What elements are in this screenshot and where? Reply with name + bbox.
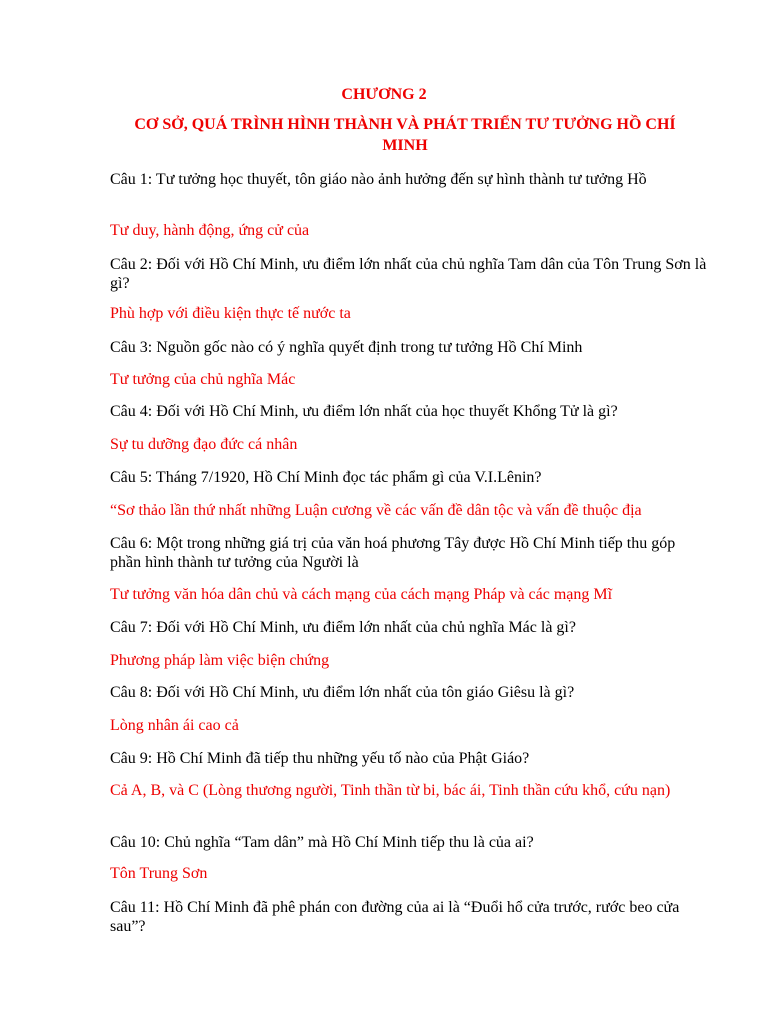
answer-10: Tôn Trung Sơn [110,865,208,882]
answer-4: Sự tu dưỡng đạo đức cá nhân [110,436,298,453]
question-11: Câu 11: Hồ Chí Minh đã phê phán con đường của ai là “Đuổi hổ cửa trước, rước beo cửa sau”? [110,899,680,935]
question-9: Câu 9: Hồ Chí Minh đã tiếp thu những yếu tố nào của Phật Giáo? [110,750,530,767]
question-1: Câu 1: Tư tưởng học thuyết, tôn giáo nào ảnh hưởng đến sự hình thành tư tưởng Hồ [110,171,647,188]
chapter-heading: CHƯƠNG 2 [341,86,427,103]
answer-2: Phù hợp với điều kiện thực tế nước ta [110,305,351,322]
question-10: Câu 10: Chủ nghĩa “Tam dân” mà Hồ Chí Minh tiếp thu là của ai? [110,834,534,851]
question-4: Câu 4: Đối với Hồ Chí Minh, ưu điểm lớn nhất của học thuyết Khổng Tử là gì? [110,403,618,420]
question-5: Câu 5: Tháng 7/1920, Hồ Chí Minh đọc tác phẩm gì của V.I.Lênin? [110,469,542,486]
answer-8: Lòng nhân ái cao cả [110,717,239,734]
answer-3: Tư tưởng của chủ nghĩa Mác [110,371,296,388]
question-3: Câu 3: Nguồn gốc nào có ý nghĩa quyết định trong tư tưởng Hồ Chí Minh [110,339,583,356]
answer-1: Tư duy, hành động, ứng cử của [110,222,310,239]
question-6: Câu 6: Một trong những giá trị của văn hoá phương Tây được Hồ Chí Minh tiếp thu góp phần hình thành tư tưởng của Người là [110,535,676,571]
answer-6: Tư tưởng văn hóa dân chủ và cách mạng của cách mạng Pháp và các mạng Mĩ [110,586,613,603]
answer-7: Phương pháp làm việc biện chứng [110,652,330,669]
chapter-title: CƠ SỞ, QUÁ TRÌNH HÌNH THÀNH VÀ PHÁT TRIỂN TƯ TƯỞNG HỒ CHÍ MINH [134,116,676,154]
answer-5: “Sơ thảo lần thứ nhất những Luận cương về các vấn đề dân tộc và vấn đề thuộc địa [110,502,642,519]
answer-9: Cả A, B, và C (Lòng thương người, Tinh thần từ bi, bác ái, Tinh thần cứu khổ, cứu nạn) [110,782,671,799]
question-7: Câu 7: Đối với Hồ Chí Minh, ưu điểm lớn nhất của chủ nghĩa Mác là gì? [110,619,576,636]
question-2: Câu 2: Đối với Hồ Chí Minh, ưu điểm lớn nhất của chủ nghĩa Tam dân của Tôn Trung Sơn là gì? [110,256,707,292]
question-8: Câu 8: Đối với Hồ Chí Minh, ưu điểm lớn nhất của tôn giáo Giêsu là gì? [110,684,575,701]
